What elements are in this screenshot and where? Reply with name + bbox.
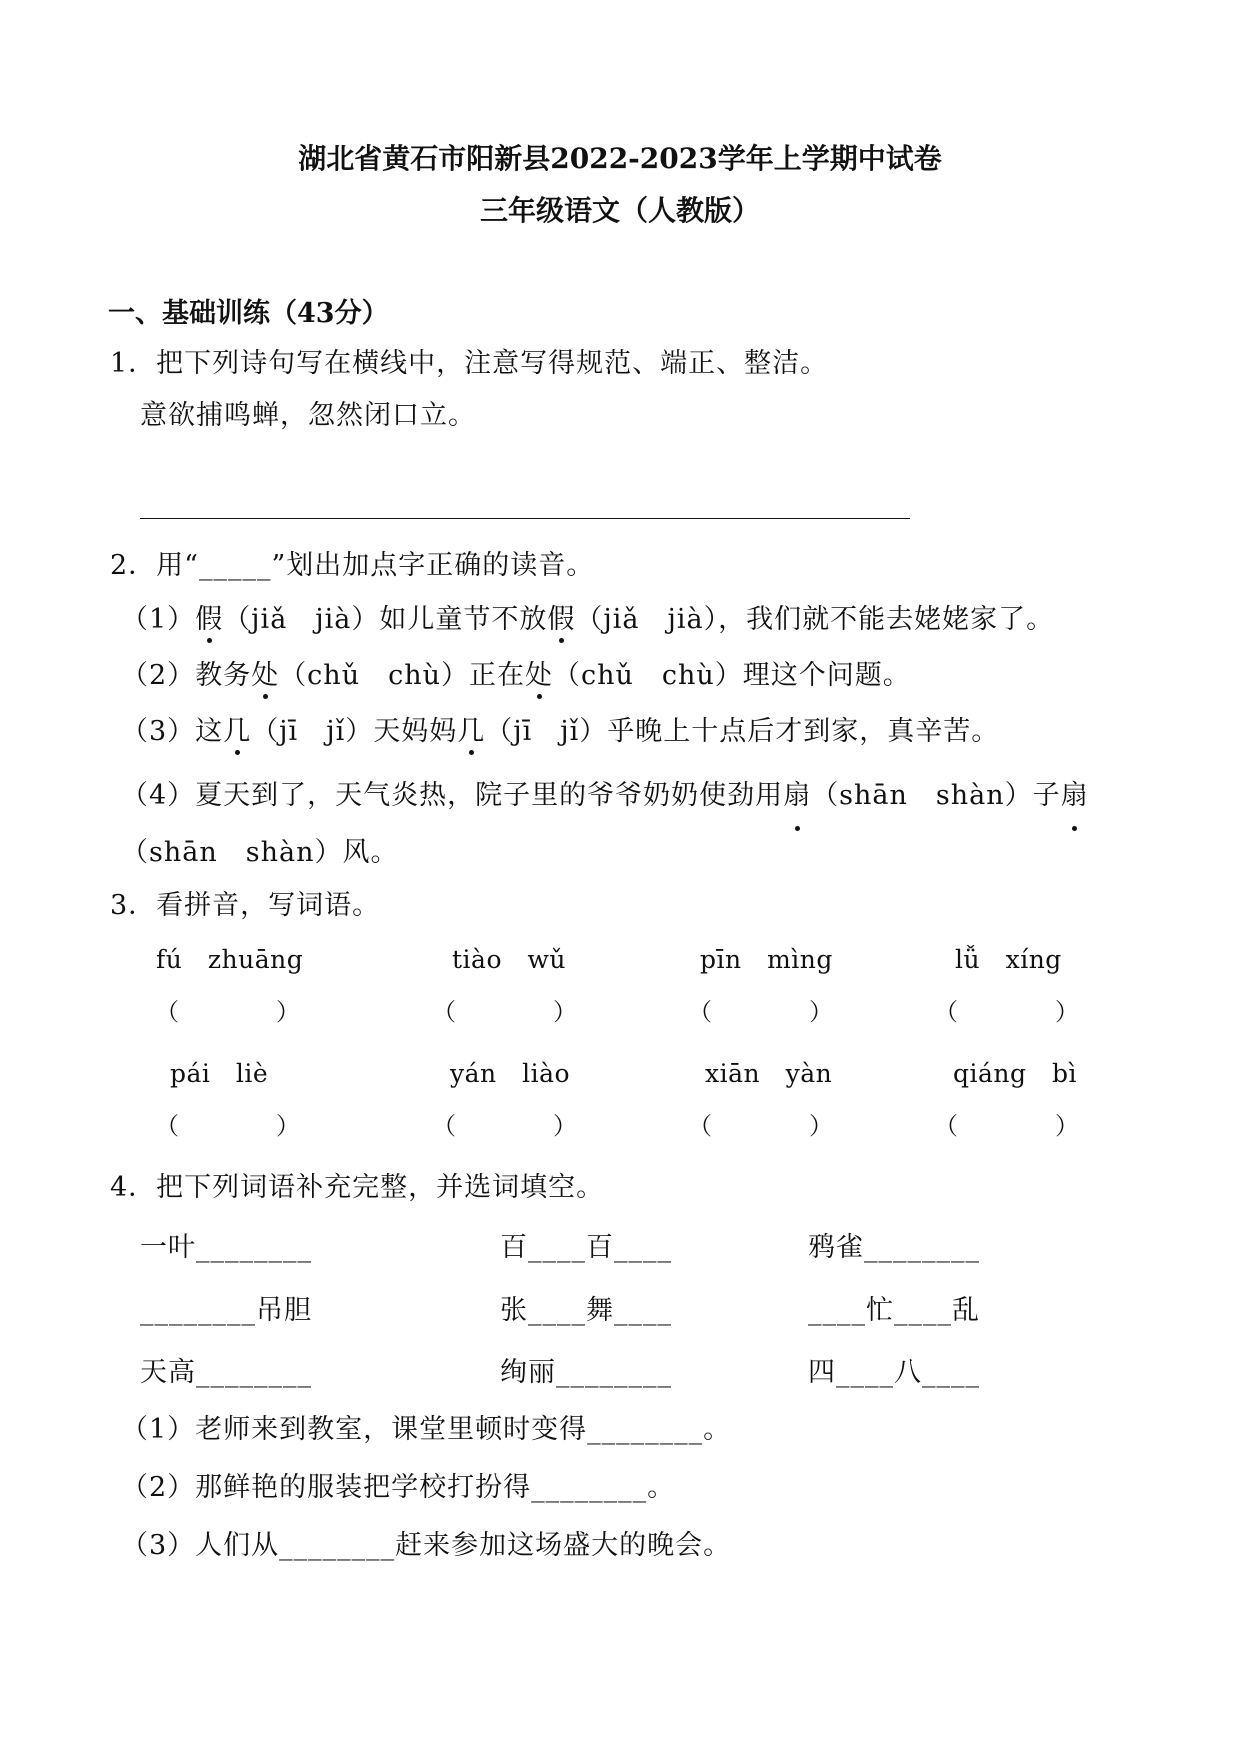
q4-fill-1[interactable]: （1）老师来到教室，课堂里顿时变得________。 [121, 1414, 732, 1445]
paren-open: （ [155, 998, 179, 1026]
q2-item-3-part-b: （jī jǐ）天妈妈 [251, 716, 458, 747]
q3-pinyin-3: pīn mìng [700, 945, 833, 974]
q2-item-2 [121, 653, 911, 692]
q2-item-2-part-a: （2）教务 [121, 660, 252, 691]
paren-close: ） [809, 1112, 833, 1140]
q4-prompt: 4．把下列词语补充完整，并选词填空。 [110, 1172, 605, 1203]
q4-word-2[interactable]: 百____百____ [500, 1232, 672, 1263]
q3-pinyin-4: lǚ xíng [955, 945, 1062, 974]
q4-word-5[interactable]: 张____舞____ [500, 1295, 672, 1326]
q3-answer-box-7[interactable] [688, 1106, 833, 1141]
paren-open: （ [155, 1112, 179, 1140]
paren-open: （ [688, 1112, 712, 1140]
q3-pinyin-8: qiáng bì [953, 1059, 1078, 1088]
q3-pinyin-1: fú zhuāng [156, 945, 304, 974]
q2-item-4-part-b: （shān shàn）子 [811, 780, 1061, 811]
q2-item-4 [121, 767, 1101, 881]
q2-prompt-end: ”划出加点字正确的读音。 [271, 550, 595, 581]
q2-item-1-dotted-char-2: 假 [547, 597, 575, 636]
q2-item-3-dotted-char-1: 几 [223, 709, 251, 748]
q2-item-2-part-b: （chǔ chù）正在 [279, 660, 525, 691]
q2-item-4-dotted-char-2: 扇 [1061, 767, 1089, 824]
paren-open: （ [432, 1112, 456, 1140]
q4-fill-2[interactable]: （2）那鲜艳的服装把学校打扮得________。 [121, 1472, 676, 1503]
paren-close: ） [276, 998, 300, 1026]
q2-item-1-part-b: （jiǎ jià）如儿童节不放 [223, 604, 548, 635]
q3-pinyin-2: tiào wǔ [452, 945, 566, 974]
q4-word-6[interactable]: ____忙____乱 [808, 1295, 980, 1326]
q2-item-3-part-c: （jī jǐ）乎晚上十点后才到家，真辛苦。 [485, 716, 1000, 747]
q3-answer-box-1[interactable] [155, 992, 300, 1027]
q2-item-1 [121, 597, 1054, 636]
q4-fill-3[interactable]: （3）人们从________赶来参加这场盛大的晚会。 [121, 1530, 732, 1561]
paren-close: ） [809, 998, 833, 1026]
q2-prompt-start: 2．用“ [110, 550, 199, 581]
q3-answer-box-6[interactable] [432, 1106, 577, 1141]
paren-close: ） [1055, 998, 1079, 1026]
q3-answer-box-3[interactable] [688, 992, 833, 1027]
q3-pinyin-6: yán liào [450, 1059, 571, 1088]
q2-item-2-dotted-char-1: 处 [251, 653, 279, 692]
q1-prompt: 1．把下列诗句写在横线中，注意写得规范、端正、整洁。 [110, 348, 829, 379]
q1-poem: 意欲捕鸣蝉，忽然闭口立。 [140, 400, 476, 431]
q2-item-2-dotted-char-2: 处 [525, 653, 553, 692]
q1-answer-line[interactable] [140, 518, 910, 519]
paren-close: ） [276, 1112, 300, 1140]
q2-prompt [110, 543, 594, 582]
q3-answer-box-5[interactable] [155, 1106, 300, 1141]
q4-word-9[interactable]: 四____八____ [808, 1357, 980, 1388]
q4-word-1[interactable]: 一叶________ [140, 1232, 312, 1263]
q2-item-3 [121, 709, 999, 748]
paren-open: （ [688, 998, 712, 1026]
paren-open: （ [934, 1112, 958, 1140]
q3-answer-box-2[interactable] [432, 992, 577, 1027]
q3-pinyin-7: xiān yàn [705, 1059, 833, 1088]
q2-item-1-part-c: （jiǎ jià），我们就不能去姥姥家了。 [575, 604, 1055, 635]
q3-answer-box-4[interactable] [934, 992, 1079, 1027]
section-heading: 一、基础训练（43分） [108, 298, 389, 329]
paren-close: ） [553, 1112, 577, 1140]
q3-answer-box-8[interactable] [934, 1106, 1079, 1141]
q3-pinyin-5: pái liè [170, 1059, 269, 1088]
q2-item-2-part-c: （chǔ chù）理这个问题。 [553, 660, 911, 691]
exam-subtitle: 三年级语文（人教版） [479, 194, 760, 227]
q2-item-1-part-a: （1） [121, 604, 196, 635]
exam-title: 湖北省黄石市阳新县2022-2023学年上学期中试卷 [298, 142, 942, 175]
paren-close: ） [553, 998, 577, 1026]
q2-item-4-dotted-char-1: 扇 [783, 767, 811, 824]
q4-word-8[interactable]: 绚丽________ [500, 1357, 672, 1388]
q2-item-3-part-a: （3）这 [121, 716, 224, 747]
paren-close: ） [1055, 1112, 1079, 1140]
q2-item-4-part-a: （4）夏天到了，天气炎热，院子里的爷爷奶奶使劲用 [121, 780, 784, 811]
q4-word-7[interactable]: 天高________ [140, 1357, 312, 1388]
q4-word-4[interactable]: ________吊胆 [140, 1295, 312, 1326]
q3-prompt: 3．看拼音，写词语。 [110, 890, 381, 921]
paren-open: （ [934, 998, 958, 1026]
q2-item-3-dotted-char-2: 几 [457, 709, 485, 748]
q2-item-4-part-c: （shān shàn）风。 [121, 837, 399, 868]
q2-item-1-dotted-char-1: 假 [195, 597, 223, 636]
q4-word-3[interactable]: 鸦雀________ [808, 1232, 980, 1263]
q2-prompt-blank: _____ [198, 550, 272, 581]
paren-open: （ [432, 998, 456, 1026]
